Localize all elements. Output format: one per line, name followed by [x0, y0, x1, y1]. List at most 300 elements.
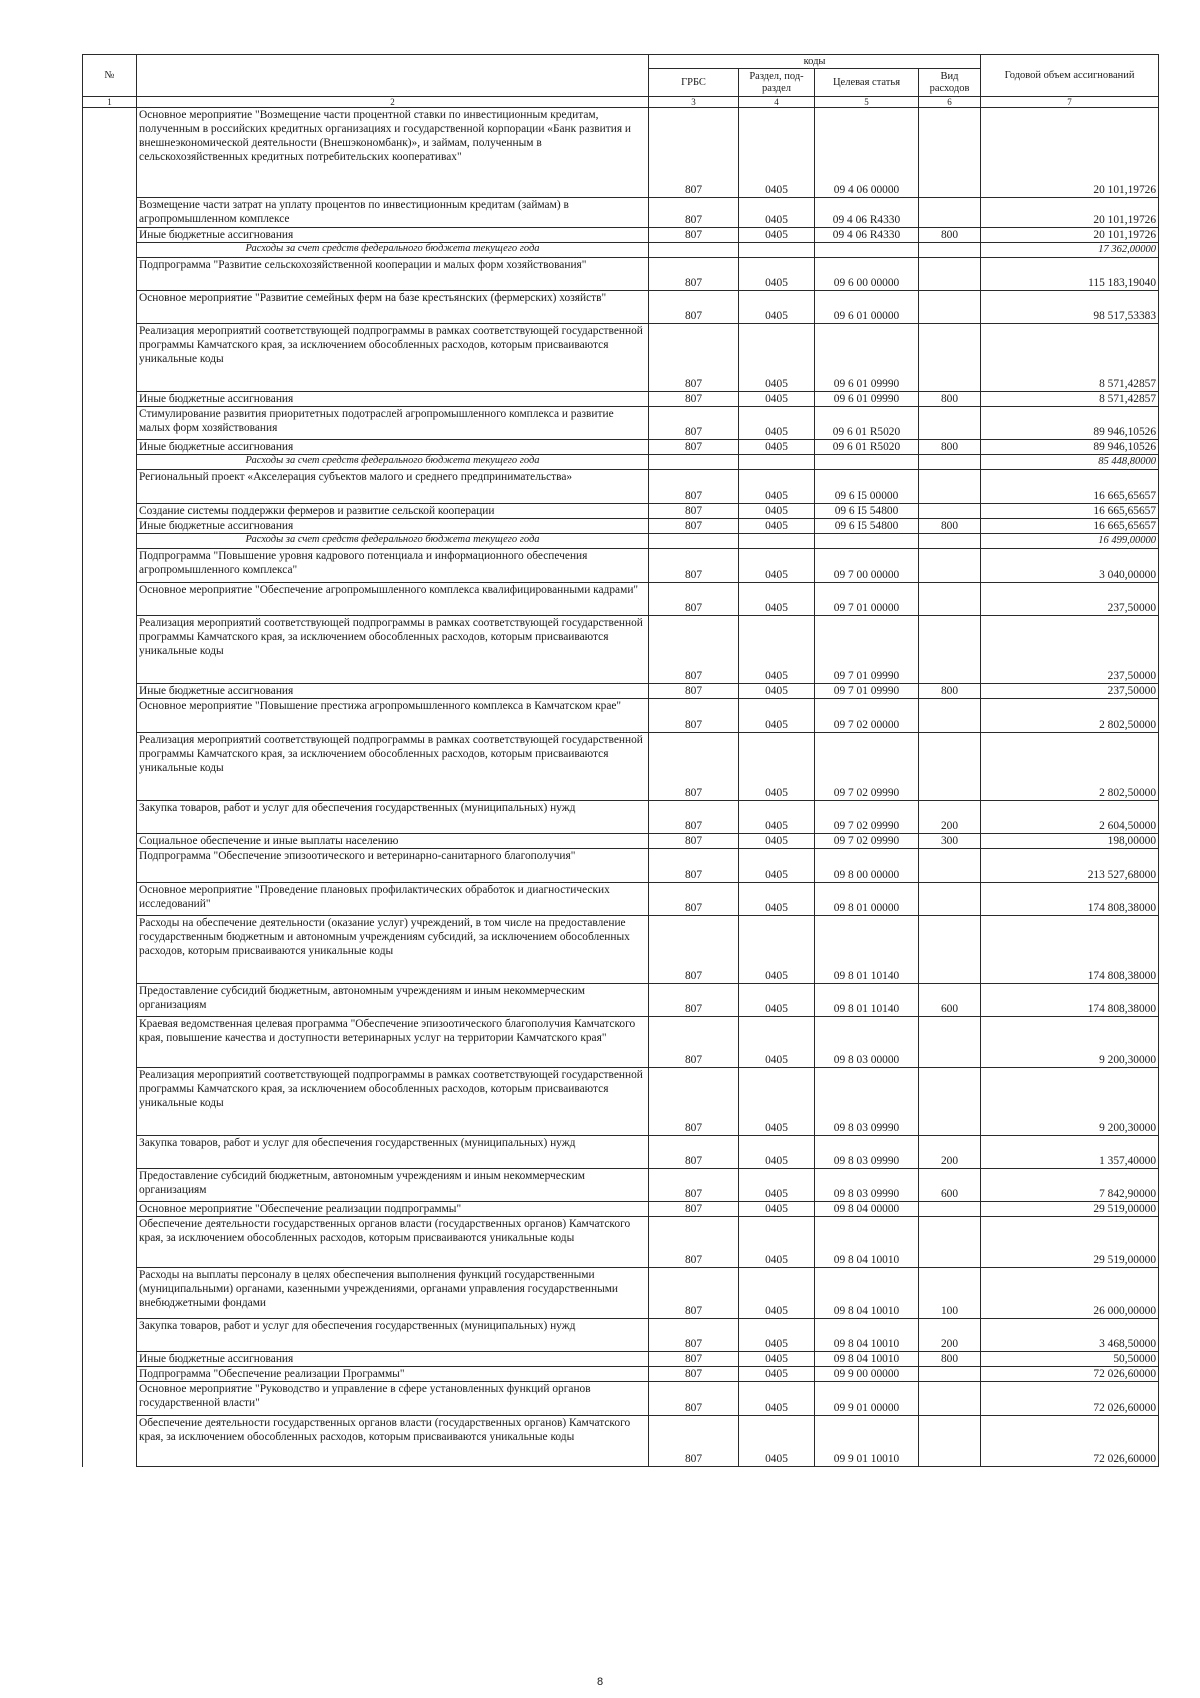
target-cell: 09 7 02 09990 [815, 834, 919, 849]
table-row [83, 616, 1159, 684]
table-subrow [83, 455, 1159, 470]
grbs-cell: 807 [649, 984, 739, 1017]
amount-cell: 16 499,00000 [981, 534, 1159, 549]
target-cell: 09 7 02 00000 [815, 699, 919, 733]
col-number: 5 [815, 97, 919, 108]
table-row [83, 984, 1159, 1017]
target-cell: 09 8 04 10010 [815, 1319, 919, 1352]
grbs-cell [649, 455, 739, 470]
target-cell: 09 6 I5 54800 [815, 519, 919, 534]
table-row [83, 470, 1159, 504]
num-cell [83, 984, 137, 1017]
section-cell: 0405 [739, 883, 815, 916]
amount-cell: 3 040,00000 [981, 549, 1159, 583]
grbs-cell: 807 [649, 616, 739, 684]
section-cell: 0405 [739, 1068, 815, 1136]
grbs-cell: 807 [649, 291, 739, 324]
type-cell: 300 [919, 834, 981, 849]
section-cell: 0405 [739, 108, 815, 198]
grbs-cell: 807 [649, 108, 739, 198]
section-cell: 0405 [739, 1169, 815, 1202]
amount-cell: 89 946,10526 [981, 407, 1159, 440]
name-cell: Расходы за счет средств федерального бюджета текущего года [137, 455, 649, 470]
target-cell: 09 7 01 09990 [815, 616, 919, 684]
num-cell [83, 440, 137, 455]
amount-cell: 20 101,19726 [981, 198, 1159, 228]
name-cell: Подпрограмма "Развитие сельскохозяйственной кооперации и малых форм хозяйствования" [137, 258, 649, 291]
name-cell: Реализация мероприятий соответствующей подпрограммы в рамках соответствующей государственной программы Камчатского края, за исключением обособленных расходов, которым присваиваются уникальные коды [137, 616, 649, 684]
table-row [83, 684, 1159, 699]
target-cell: 09 7 02 09990 [815, 733, 919, 801]
amount-cell: 26 000,00000 [981, 1268, 1159, 1319]
amount-cell: 115 183,19040 [981, 258, 1159, 291]
grbs-cell: 807 [649, 916, 739, 984]
grbs-cell: 807 [649, 1169, 739, 1202]
num-cell [83, 733, 137, 801]
amount-cell: 174 808,38000 [981, 984, 1159, 1017]
target-cell: 09 7 00 00000 [815, 549, 919, 583]
type-cell [919, 1217, 981, 1268]
name-cell: Реализация мероприятий соответствующей подпрограммы в рамках соответствующей государственной программы Камчатского края, за исключением обособленных расходов, которым присваиваются уникальные коды [137, 324, 649, 392]
amount-cell: 3 468,50000 [981, 1319, 1159, 1352]
grbs-cell: 807 [649, 198, 739, 228]
type-cell: 800 [919, 519, 981, 534]
grbs-cell: 807 [649, 1217, 739, 1268]
type-cell: 800 [919, 228, 981, 243]
num-cell [83, 228, 137, 243]
section-cell: 0405 [739, 407, 815, 440]
section-cell: 0405 [739, 849, 815, 883]
amount-cell: 72 026,60000 [981, 1416, 1159, 1467]
target-cell: 09 6 01 09990 [815, 392, 919, 407]
type-cell: 600 [919, 1169, 981, 1202]
col-number: 6 [919, 97, 981, 108]
section-cell: 0405 [739, 834, 815, 849]
type-cell [919, 616, 981, 684]
num-cell [83, 1382, 137, 1416]
target-cell [815, 455, 919, 470]
num-cell [83, 1416, 137, 1467]
num-cell [83, 1068, 137, 1136]
name-cell: Создание системы поддержки фермеров и развитие сельской кооперации [137, 504, 649, 519]
amount-cell: 9 200,30000 [981, 1017, 1159, 1068]
target-cell: 09 6 I5 00000 [815, 470, 919, 504]
type-cell [919, 699, 981, 733]
header-section: Раздел, под-раздел [739, 69, 815, 97]
grbs-cell [649, 243, 739, 258]
grbs-cell: 807 [649, 699, 739, 733]
table-row [83, 1416, 1159, 1467]
grbs-cell: 807 [649, 228, 739, 243]
num-cell [83, 684, 137, 699]
col-number: 2 [137, 97, 649, 108]
grbs-cell: 807 [649, 801, 739, 834]
grbs-cell: 807 [649, 392, 739, 407]
name-cell: Обеспечение деятельности государственных органов власти (государственных органов) Камчатского края, за исключением обособленных расходов, которым присваиваются уникальные коды [137, 1217, 649, 1268]
table-row [83, 1169, 1159, 1202]
section-cell: 0405 [739, 392, 815, 407]
section-cell: 0405 [739, 1268, 815, 1319]
table-row [83, 1367, 1159, 1382]
type-cell [919, 407, 981, 440]
section-cell: 0405 [739, 228, 815, 243]
num-cell [83, 1169, 137, 1202]
section-cell: 0405 [739, 1382, 815, 1416]
name-cell: Закупка товаров, работ и услуг для обеспечения государственных (муниципальных) нужд [137, 1319, 649, 1352]
num-cell [83, 1017, 137, 1068]
num-cell [83, 916, 137, 984]
grbs-cell: 807 [649, 1416, 739, 1467]
num-cell [83, 324, 137, 392]
table-row [83, 504, 1159, 519]
type-cell [919, 1382, 981, 1416]
type-cell: 800 [919, 392, 981, 407]
col-number: 4 [739, 97, 815, 108]
section-cell: 0405 [739, 583, 815, 616]
target-cell: 09 4 06 00000 [815, 108, 919, 198]
table-row [83, 834, 1159, 849]
table-row [83, 324, 1159, 392]
num-cell [83, 534, 137, 549]
name-cell: Подпрограмма "Повышение уровня кадрового потенциала и информационного обеспечения агропромышленного комплекса" [137, 549, 649, 583]
header-col-numbers [83, 97, 1159, 108]
amount-cell: 213 527,68000 [981, 849, 1159, 883]
budget-document [82, 54, 1158, 1467]
type-cell: 200 [919, 1136, 981, 1169]
section-cell: 0405 [739, 733, 815, 801]
table-row [83, 228, 1159, 243]
target-cell: 09 6 00 00000 [815, 258, 919, 291]
amount-cell: 9 200,30000 [981, 1068, 1159, 1136]
name-cell: Возмещение части затрат на уплату процентов по инвестиционным кредитам (займам) в агропромышленном комплексе [137, 198, 649, 228]
target-cell: 09 9 00 00000 [815, 1367, 919, 1382]
name-cell: Основное мероприятие "Обеспечение реализации подпрограммы" [137, 1202, 649, 1217]
type-cell [919, 108, 981, 198]
col-number: 1 [83, 97, 137, 108]
type-cell [919, 504, 981, 519]
num-cell [83, 834, 137, 849]
type-cell: 200 [919, 801, 981, 834]
amount-cell: 98 517,53383 [981, 291, 1159, 324]
type-cell [919, 291, 981, 324]
grbs-cell: 807 [649, 258, 739, 291]
name-cell: Подпрограмма "Обеспечение эпизоотического и ветеринарно-санитарного благополучия" [137, 849, 649, 883]
grbs-cell: 807 [649, 324, 739, 392]
name-cell: Краевая ведомственная целевая программа "Обеспечение эпизоотического благополучия Камчатского края, повышение качества и доступности ветеринарных услуг на территории Камчатского края" [137, 1017, 649, 1068]
num-cell [83, 108, 137, 198]
num-cell [83, 1136, 137, 1169]
target-cell: 09 6 01 09990 [815, 324, 919, 392]
amount-cell: 1 357,40000 [981, 1136, 1159, 1169]
type-cell [919, 849, 981, 883]
target-cell: 09 4 06 R4330 [815, 228, 919, 243]
target-cell: 09 7 01 09990 [815, 684, 919, 699]
type-cell [919, 1367, 981, 1382]
table-row [83, 440, 1159, 455]
grbs-cell: 807 [649, 440, 739, 455]
section-cell: 0405 [739, 440, 815, 455]
col-number: 3 [649, 97, 739, 108]
target-cell: 09 6 01 R5020 [815, 440, 919, 455]
target-cell: 09 8 04 00000 [815, 1202, 919, 1217]
target-cell: 09 8 00 00000 [815, 849, 919, 883]
amount-cell: 8 571,42857 [981, 324, 1159, 392]
type-cell [919, 243, 981, 258]
table-row [83, 1319, 1159, 1352]
amount-cell: 50,50000 [981, 1352, 1159, 1367]
table-row [83, 699, 1159, 733]
header-name [137, 55, 649, 97]
num-cell [83, 243, 137, 258]
table-row [83, 258, 1159, 291]
section-cell [739, 534, 815, 549]
table-row [83, 291, 1159, 324]
num-cell [83, 258, 137, 291]
type-cell: 600 [919, 984, 981, 1017]
num-cell [83, 583, 137, 616]
section-cell: 0405 [739, 1319, 815, 1352]
amount-cell: 85 448,80000 [981, 455, 1159, 470]
target-cell: 09 8 03 00000 [815, 1017, 919, 1068]
table-row [83, 1068, 1159, 1136]
num-cell [83, 407, 137, 440]
amount-cell: 198,00000 [981, 834, 1159, 849]
table-row [83, 1217, 1159, 1268]
name-cell: Расходы за счет средств федерального бюджета текущего года [137, 243, 649, 258]
target-cell: 09 8 03 09990 [815, 1136, 919, 1169]
type-cell: 800 [919, 684, 981, 699]
section-cell: 0405 [739, 684, 815, 699]
name-cell: Основное мероприятие "Развитие семейных ферм на базе крестьянских (фермерских) хозяйств" [137, 291, 649, 324]
type-cell [919, 916, 981, 984]
name-cell: Обеспечение деятельности государственных органов власти (государственных органов) Камчатского края, за исключением обособленных расходов, которым присваиваются уникальные коды [137, 1416, 649, 1467]
amount-cell: 237,50000 [981, 684, 1159, 699]
num-cell [83, 392, 137, 407]
target-cell: 09 8 04 10010 [815, 1217, 919, 1268]
name-cell: Основное мероприятие "Руководство и управление в сфере установленных функций органов государственной власти" [137, 1382, 649, 1416]
header-amount: Годовой объем ассигнований [981, 55, 1159, 97]
section-cell: 0405 [739, 1367, 815, 1382]
target-cell: 09 6 01 R5020 [815, 407, 919, 440]
section-cell: 0405 [739, 1352, 815, 1367]
table-row [83, 198, 1159, 228]
amount-cell: 20 101,19726 [981, 228, 1159, 243]
num-cell [83, 801, 137, 834]
budget-table [82, 54, 1159, 1467]
name-cell: Основное мероприятие "Возмещение части процентной ставки по инвестиционным кредитам, полученным в российских кредитных организациях и государственной корпорации «Банк развития и внешнеэкономической деятельности (Внешэкономбанк)», и займам, полученным в сельскохозяйственных кредитных потребительских кооперативах" [137, 108, 649, 198]
name-cell: Иные бюджетные ассигнования [137, 392, 649, 407]
name-cell: Основное мероприятие "Повышение престижа агропромышленного комплекса в Камчатском крае" [137, 699, 649, 733]
name-cell: Стимулирование развития приоритетных подотраслей агропромышленного комплекса и развитие малых форм хозяйствования [137, 407, 649, 440]
table-row [83, 108, 1159, 198]
table-row [83, 392, 1159, 407]
table-subrow [83, 534, 1159, 549]
section-cell: 0405 [739, 916, 815, 984]
table-row [83, 549, 1159, 583]
table-row [83, 519, 1159, 534]
type-cell: 800 [919, 1352, 981, 1367]
target-cell: 09 8 01 10140 [815, 916, 919, 984]
grbs-cell: 807 [649, 849, 739, 883]
section-cell: 0405 [739, 801, 815, 834]
grbs-cell: 807 [649, 1367, 739, 1382]
target-cell: 09 8 01 10140 [815, 984, 919, 1017]
type-cell [919, 1017, 981, 1068]
target-cell: 09 9 01 00000 [815, 1382, 919, 1416]
name-cell: Расходы на обеспечение деятельности (оказание услуг) учреждений, в том числе на предоставление государственным бюджетным и автономным учреждениям субсидий, за исключением обособленных расходов, которым присваиваются уникальные коды [137, 916, 649, 984]
name-cell: Закупка товаров, работ и услуг для обеспечения государственных (муниципальных) нужд [137, 801, 649, 834]
num-cell [83, 849, 137, 883]
amount-cell: 2 802,50000 [981, 733, 1159, 801]
target-cell: 09 8 01 00000 [815, 883, 919, 916]
name-cell: Закупка товаров, работ и услуг для обеспечения государственных (муниципальных) нужд [137, 1136, 649, 1169]
grbs-cell: 807 [649, 549, 739, 583]
table-row [83, 883, 1159, 916]
type-cell: 800 [919, 440, 981, 455]
section-cell: 0405 [739, 1416, 815, 1467]
target-cell [815, 534, 919, 549]
type-cell: 200 [919, 1319, 981, 1352]
name-cell: Региональный проект «Акселерация субъектов малого и среднего предпринимательства» [137, 470, 649, 504]
section-cell: 0405 [739, 258, 815, 291]
type-cell [919, 1068, 981, 1136]
amount-cell: 16 665,65657 [981, 519, 1159, 534]
header-grbs: ГРБС [649, 69, 739, 97]
table-row [83, 407, 1159, 440]
num-cell [83, 519, 137, 534]
name-cell: Социальное обеспечение и иные выплаты населению [137, 834, 649, 849]
name-cell: Иные бюджетные ассигнования [137, 1352, 649, 1367]
type-cell [919, 733, 981, 801]
target-cell [815, 243, 919, 258]
num-cell [83, 1268, 137, 1319]
header-target: Целевая статья [815, 69, 919, 97]
num-cell [83, 504, 137, 519]
target-cell: 09 6 01 00000 [815, 291, 919, 324]
section-cell: 0405 [739, 984, 815, 1017]
section-cell: 0405 [739, 470, 815, 504]
section-cell [739, 455, 815, 470]
grbs-cell: 807 [649, 684, 739, 699]
name-cell: Расходы за счет средств федерального бюджета текущего года [137, 534, 649, 549]
section-cell: 0405 [739, 1136, 815, 1169]
amount-cell: 72 026,60000 [981, 1367, 1159, 1382]
grbs-cell: 807 [649, 1352, 739, 1367]
type-cell [919, 883, 981, 916]
type-cell: 100 [919, 1268, 981, 1319]
grbs-cell: 807 [649, 1382, 739, 1416]
grbs-cell: 807 [649, 1319, 739, 1352]
table-row [83, 801, 1159, 834]
amount-cell: 237,50000 [981, 616, 1159, 684]
grbs-cell: 807 [649, 1136, 739, 1169]
section-cell [739, 243, 815, 258]
table-row [83, 1382, 1159, 1416]
target-cell: 09 4 06 R4330 [815, 198, 919, 228]
amount-cell: 16 665,65657 [981, 470, 1159, 504]
num-cell [83, 291, 137, 324]
target-cell: 09 7 01 00000 [815, 583, 919, 616]
name-cell: Расходы на выплаты персоналу в целях обеспечения выполнения функций государственными (муниципальными) органами, казенными учреждениями, органами управления государственными внебюджетными фондами [137, 1268, 649, 1319]
name-cell: Предоставление субсидий бюджетным, автономным учреждениям и иным некоммерческим организациям [137, 984, 649, 1017]
num-cell [83, 616, 137, 684]
amount-cell: 7 842,90000 [981, 1169, 1159, 1202]
grbs-cell: 807 [649, 407, 739, 440]
section-cell: 0405 [739, 324, 815, 392]
col-number: 7 [981, 97, 1159, 108]
section-cell: 0405 [739, 1217, 815, 1268]
type-cell [919, 470, 981, 504]
name-cell: Иные бюджетные ассигнования [137, 684, 649, 699]
table-row [83, 1268, 1159, 1319]
section-cell: 0405 [739, 1017, 815, 1068]
num-cell [83, 1202, 137, 1217]
table-row [83, 1017, 1159, 1068]
table-row [83, 849, 1159, 883]
amount-cell: 16 665,65657 [981, 504, 1159, 519]
amount-cell: 237,50000 [981, 583, 1159, 616]
table-row [83, 1202, 1159, 1217]
num-cell [83, 1319, 137, 1352]
amount-cell: 2 604,50000 [981, 801, 1159, 834]
grbs-cell: 807 [649, 1202, 739, 1217]
type-cell [919, 258, 981, 291]
target-cell: 09 8 04 10010 [815, 1268, 919, 1319]
name-cell: Предоставление субсидий бюджетным, автономным учреждениям и иным некоммерческим организациям [137, 1169, 649, 1202]
type-cell [919, 324, 981, 392]
num-cell [83, 699, 137, 733]
header-num: № [83, 55, 137, 97]
name-cell: Иные бюджетные ассигнования [137, 519, 649, 534]
grbs-cell: 807 [649, 1017, 739, 1068]
num-cell [83, 1352, 137, 1367]
amount-cell: 72 026,60000 [981, 1382, 1159, 1416]
amount-cell: 2 802,50000 [981, 699, 1159, 733]
name-cell: Иные бюджетные ассигнования [137, 228, 649, 243]
grbs-cell: 807 [649, 733, 739, 801]
amount-cell: 8 571,42857 [981, 392, 1159, 407]
grbs-cell: 807 [649, 519, 739, 534]
section-cell: 0405 [739, 1202, 815, 1217]
target-cell: 09 8 03 09990 [815, 1068, 919, 1136]
name-cell: Иные бюджетные ассигнования [137, 440, 649, 455]
grbs-cell: 807 [649, 504, 739, 519]
section-cell: 0405 [739, 504, 815, 519]
amount-cell: 17 362,00000 [981, 243, 1159, 258]
page-number: 8 [596, 1676, 604, 1688]
amount-cell: 29 519,00000 [981, 1217, 1159, 1268]
target-cell: 09 8 03 09990 [815, 1169, 919, 1202]
type-cell [919, 534, 981, 549]
num-cell [83, 883, 137, 916]
amount-cell: 20 101,19726 [981, 108, 1159, 198]
grbs-cell: 807 [649, 583, 739, 616]
amount-cell: 174 808,38000 [981, 916, 1159, 984]
type-cell [919, 198, 981, 228]
type-cell [919, 549, 981, 583]
section-cell: 0405 [739, 549, 815, 583]
section-cell: 0405 [739, 699, 815, 733]
table-subrow [83, 243, 1159, 258]
name-cell: Подпрограмма "Обеспечение реализации Программы" [137, 1367, 649, 1382]
table-body [83, 108, 1159, 1467]
num-cell [83, 455, 137, 470]
header-type: Вид расходов [919, 69, 981, 97]
num-cell [83, 549, 137, 583]
grbs-cell: 807 [649, 1268, 739, 1319]
type-cell [919, 455, 981, 470]
name-cell: Основное мероприятие "Проведение плановых профилактических обработок и диагностических исследований" [137, 883, 649, 916]
